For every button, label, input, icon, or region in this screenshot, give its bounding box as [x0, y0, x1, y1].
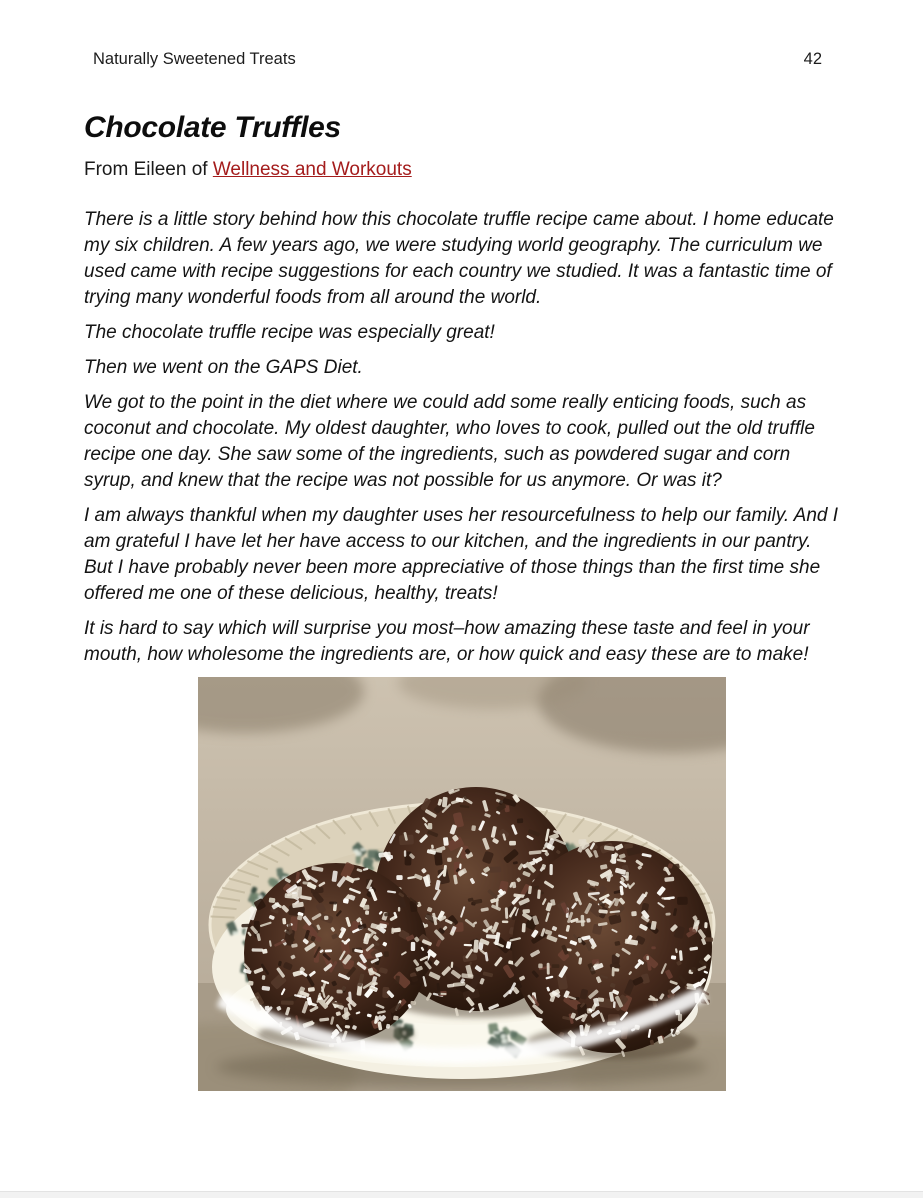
- story-paragraph: It is hard to say which will surprise you most–how amazing these taste and feel in your mouth, how wholesome the ingredients are, or how quick and easy these are to make!: [84, 618, 810, 665]
- byline-prefix: From Eileen of: [84, 159, 213, 180]
- story-body: [84, 207, 845, 668]
- truffles-photo: [198, 677, 726, 1091]
- running-header-title: Naturally Sweetened Treats: [93, 50, 296, 68]
- story-paragraph: Then we went on the GAPS Diet.: [84, 357, 363, 378]
- byline: [84, 159, 923, 181]
- story-paragraph: The chocolate truffle recipe was especially great!: [84, 322, 495, 343]
- truffles-photo-rendering: [198, 677, 726, 1091]
- story-paragraph: We got to the point in the diet where we could add some really enticing foods, such as coconut and chocolate. My oldest daughter, who loves to cook, pulled out the old truffle recipe one day. She saw some of the ingredients, such as powdered sugar and corn syrup, and knew that the recipe was not possible for us anymore. Or was it?: [84, 392, 815, 491]
- wellness-and-workouts-link[interactable]: Wellness and Workouts: [212, 159, 412, 180]
- page-number: 42: [803, 50, 822, 68]
- story-paragraph: I am always thankful when my daughter uses her resourcefulness to help our family. And I am grateful I have let her have access to our kitchen, and the ingredients in our pantry. But I have probably never been more appreciative of those things than the first time she offered me one of these delicious, healthy, treats!: [84, 505, 839, 604]
- recipe-title: Chocolate Truffles: [84, 111, 341, 144]
- story-paragraph: There is a little story behind how this chocolate truffle recipe came about. I home educate my six children. A few years ago, we were studying world geography. The curriculum we used came with recipe suggestions for each country we studied. It was a fantastic time of trying many wonderful foods from all around the world.: [84, 209, 834, 308]
- page-bottom-divider: [0, 1191, 923, 1198]
- page-header: [0, 0, 923, 69]
